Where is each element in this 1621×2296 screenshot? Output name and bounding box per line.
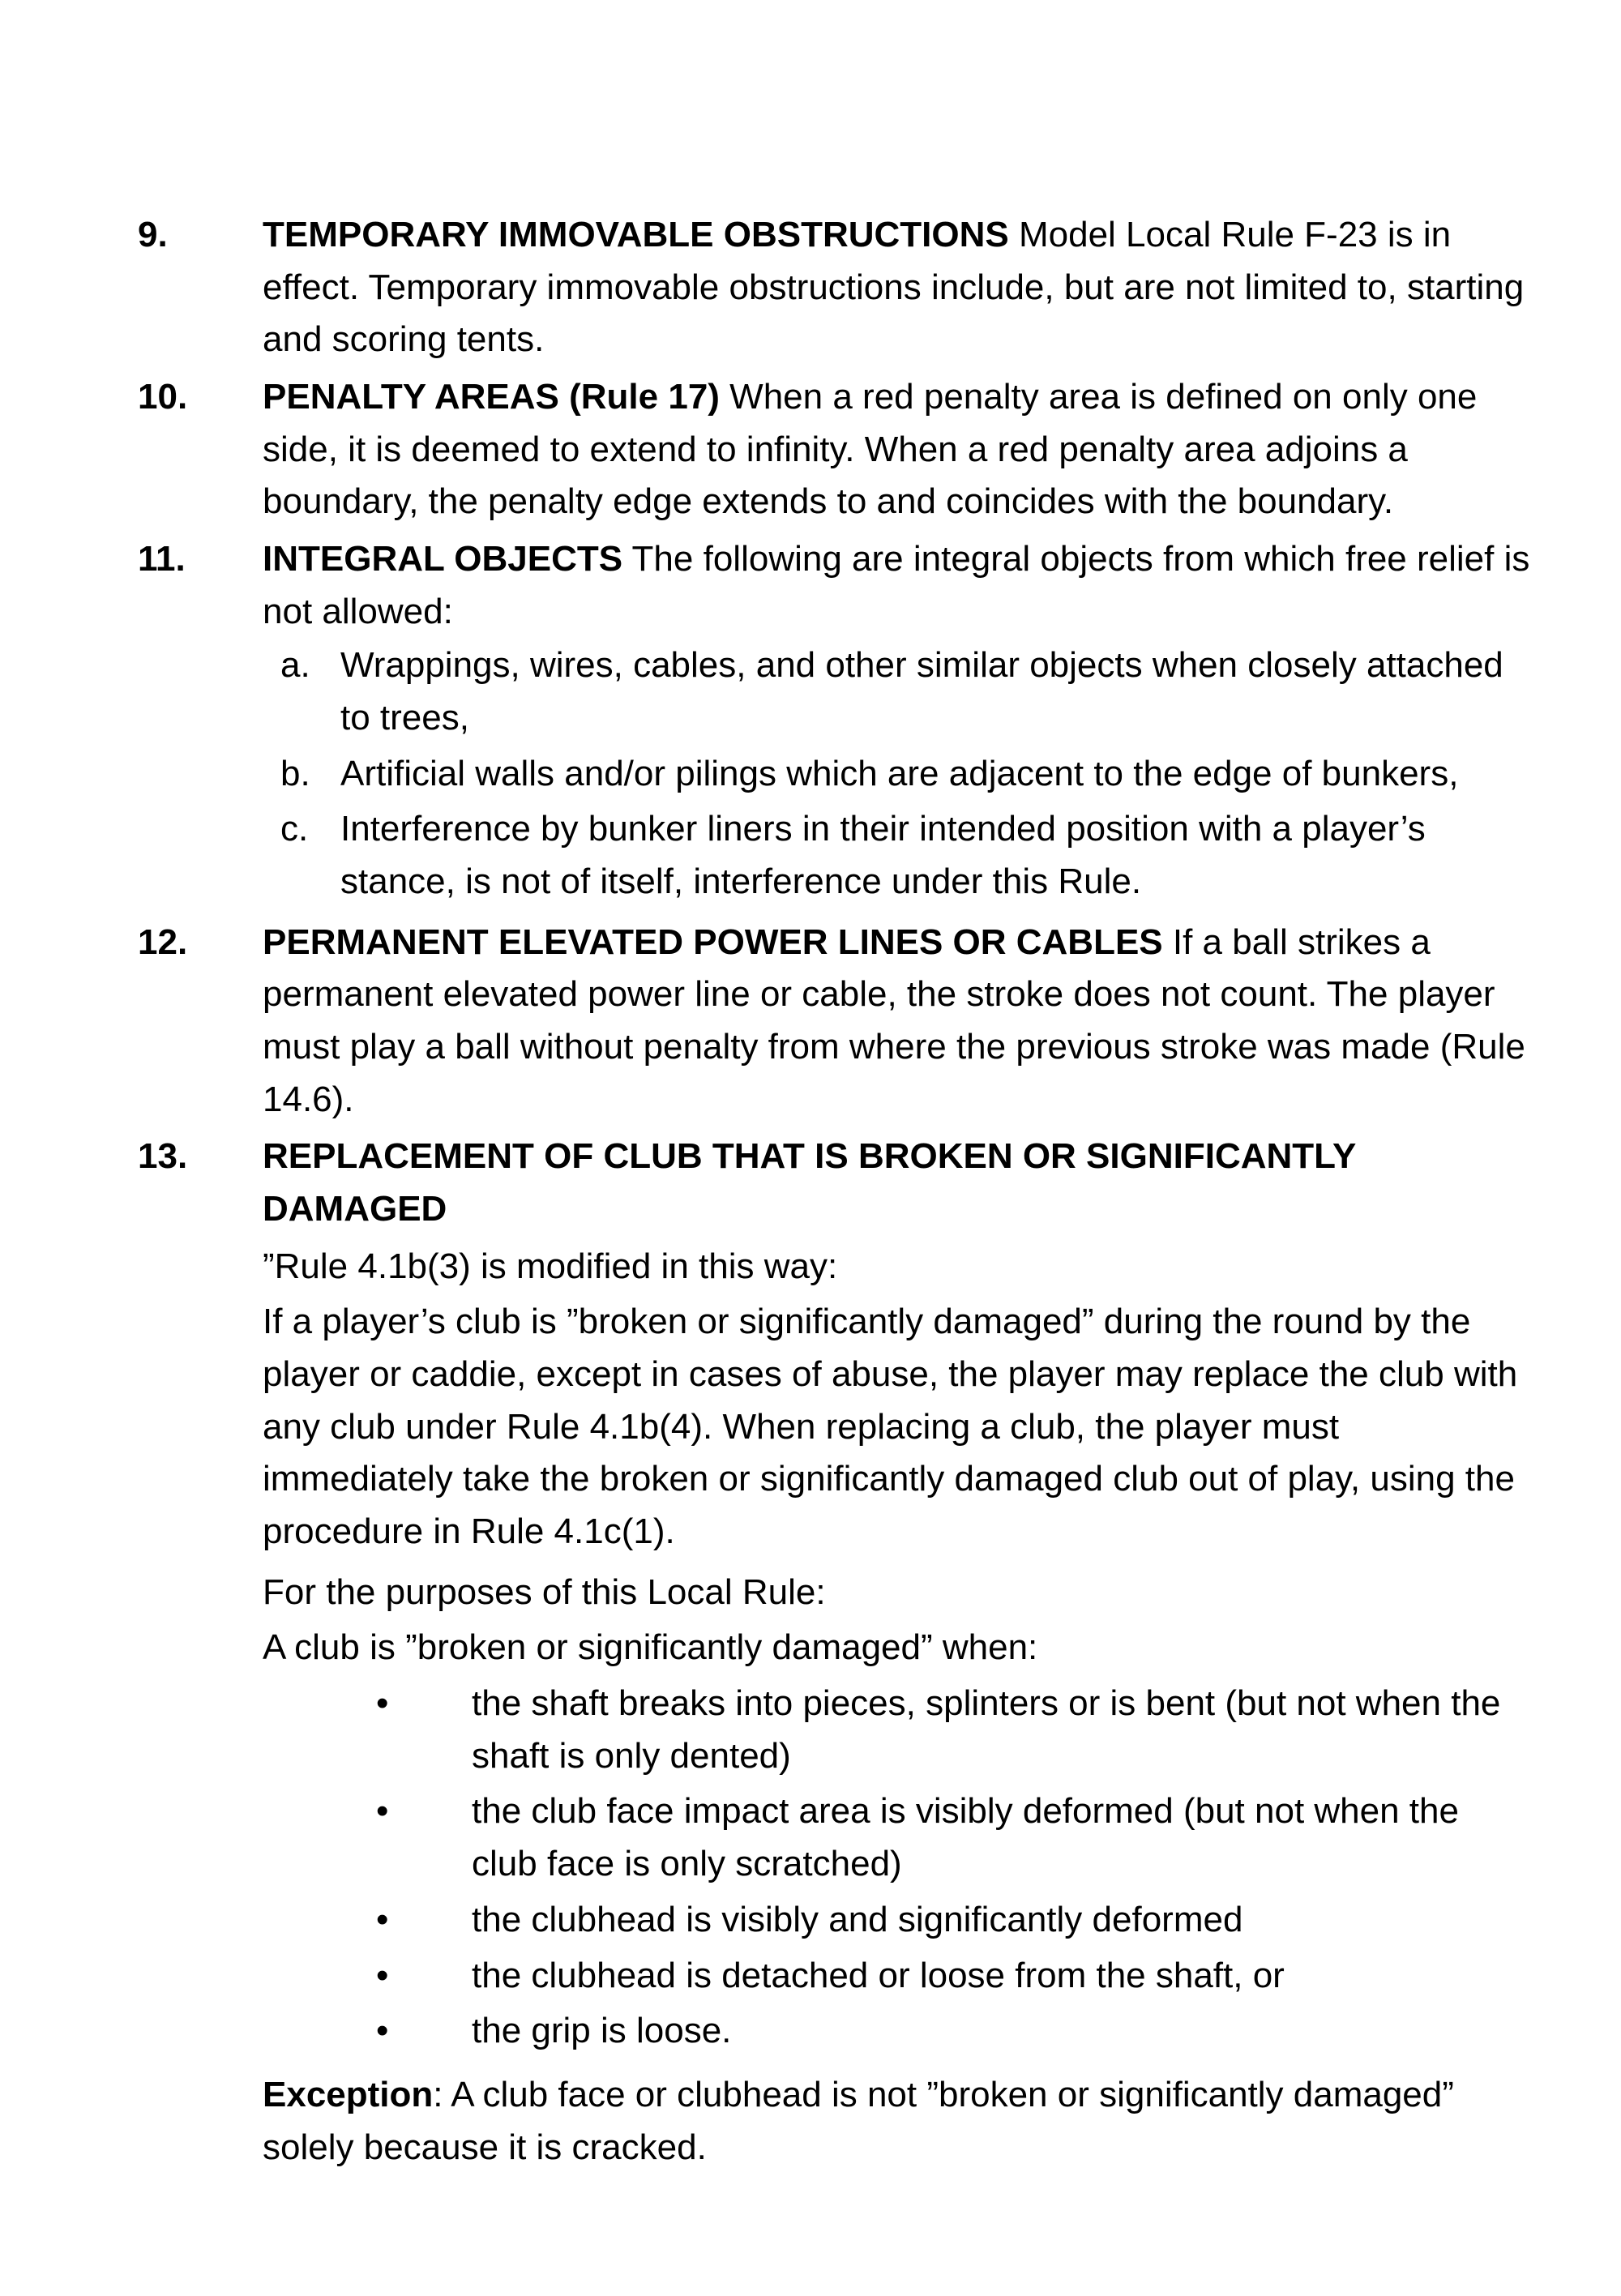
integral-objects-list (263, 639, 1530, 908)
bullet-icon: • (376, 1955, 389, 1995)
bullet-item (376, 1785, 1530, 1890)
rule-text (263, 1131, 1530, 1235)
bullet-text: the shaft breaks into pieces, splinters or is bent (but not when the shaft is only dented) (472, 1683, 1501, 1776)
rule-text (263, 533, 1530, 912)
bullet-item (376, 1894, 1530, 1947)
rule-number: 11. (138, 539, 186, 579)
list-item (263, 639, 1530, 744)
rule-number: 13. (138, 1136, 188, 1177)
bullet-icon: • (376, 1683, 389, 1724)
rule-item-10 (138, 371, 1530, 528)
exception-label: Exception (263, 2074, 434, 2114)
rule-title: REPLACEMENT OF CLUB THAT IS BROKEN OR SIGNIFICANTLY DAMAGED (263, 1136, 1356, 1229)
rule-title: TEMPORARY IMMOVABLE OBSTRUCTIONS (263, 215, 1009, 254)
rule-title: PERMANENT ELEVATED POWER LINES OR CABLES (263, 921, 1163, 962)
rule-title: INTEGRAL OBJECTS (263, 539, 623, 579)
bullet-item (376, 2005, 1530, 2058)
paragraph-purposes: For the purposes of this Local Rule: (263, 1571, 826, 1612)
list-item-letter: b. (280, 753, 310, 793)
list-item (263, 803, 1530, 908)
bullet-item (376, 1950, 1530, 2003)
rule-item-11 (138, 533, 1530, 912)
list-item-letter: a. (280, 645, 310, 686)
rule-number: 12. (138, 921, 188, 962)
paragraph-rule-modified: ”Rule 4.1b(3) is modified in this way: (263, 1246, 838, 1286)
rule-text (263, 917, 1530, 1127)
bullet-item (376, 1678, 1530, 1782)
rule-item-12 (138, 917, 1530, 1127)
paragraph-club-when: A club is ”broken or significantly damaged” when: (263, 1627, 1038, 1668)
list-item-text: Interference by bunker liners in their intended position with a player’s stance, is not of itself, interference under this Rule. (340, 809, 1426, 902)
bullet-text: the clubhead is detached or loose from the shaft, or (472, 1955, 1285, 1995)
rule-number: 10. (138, 377, 188, 417)
bullet-icon: • (376, 2011, 389, 2051)
bullet-icon: • (376, 1899, 389, 1939)
list-item-text: Wrappings, wires, cables, and other similar objects when closely attached to trees, (340, 645, 1503, 738)
bullet-text: the club face impact area is visibly deformed (but not when the club face is only scratched) (472, 1791, 1459, 1884)
list-item (263, 748, 1530, 801)
exception-paragraph (263, 2069, 1530, 2174)
rule-title: PENALTY AREAS (Rule 17) (263, 377, 720, 417)
paragraph-replacement-main: If a player’s club is ”broken or significantly damaged” during the round by the player or caddie, except in cases of abuse, the player may replace the club with any club under Rule 4.1b(4). When replacing a club, the player must immediately take the broken or significantly damaged club out of play, using the procedure in Rule 4.1c(1). (263, 1302, 1518, 1552)
rule-body-text: If a ball strikes a permanent elevated power line or cable, the stroke does not count. The player must play a ball without penalty from where the previous stroke was made (Rule 14.6). (263, 921, 1525, 1119)
bullet-icon: • (376, 1791, 389, 1832)
bullet-text: the grip is loose. (472, 2011, 732, 2051)
bullet-text: the clubhead is visibly and significantly deformed (472, 1899, 1243, 1939)
rule-text (263, 371, 1530, 528)
list-item-text: Artificial walls and/or pilings which are adjacent to the edge of bunkers, (340, 753, 1459, 793)
rule-body-text: When a red penalty area is defined on only one side, it is deemed to extend to infinity. When a red penalty area adjoins a boundary, the penalty edge extends to and coincides with the boundary. (263, 377, 1478, 522)
list-item-letter: c. (280, 809, 309, 849)
exception-text: : A club face or clubhead is not ”broken or significantly damaged” solely because it is cracked. (263, 2074, 1454, 2167)
damaged-club-bullet-list (376, 1678, 1530, 2058)
rule-number: 9. (138, 215, 168, 254)
rule-text (263, 209, 1530, 366)
rule-body-text: The following are integral objects from which free relief is not allowed: (263, 539, 1530, 631)
rule-item-13 (138, 1131, 1530, 1235)
rule-item-9 (138, 209, 1530, 366)
rule-body-text: Model Local Rule F-23 is in effect. Temporary immovable obstructions include, but are not limited to, starting and scoring tents. (263, 215, 1525, 360)
